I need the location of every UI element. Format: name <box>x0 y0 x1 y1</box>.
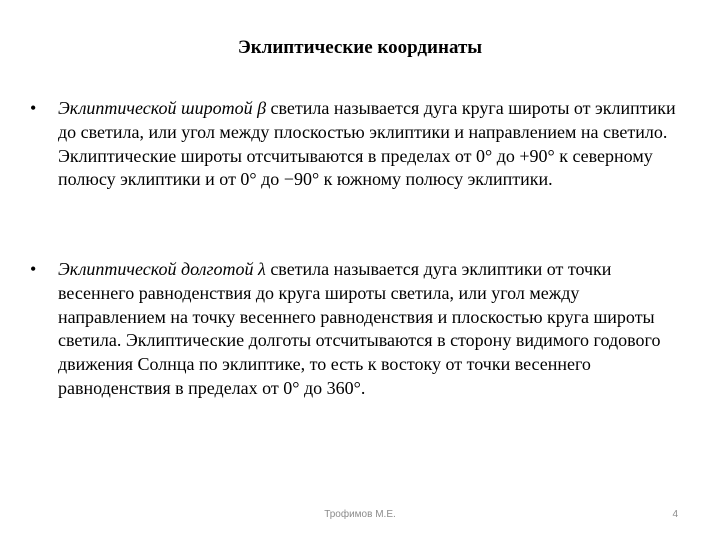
bullet-description: светила называется дуга круга широты от эклиптики до светила, или угол между плоскостью эклиптики и направлением на светило. Эклиптические широты отсчитываются в пределах от 0° до +90° к северному полюсу эклиптики и от 0° до −90° к южному полюсу эклиптики. <box>58 98 676 190</box>
bullet-ecliptic-latitude <box>30 97 680 192</box>
bullet-text <box>58 258 680 401</box>
bullet-text <box>58 97 680 192</box>
bullet-marker: • <box>30 98 37 118</box>
bullet-term: Эклиптической долготой λ <box>58 259 266 279</box>
footer-author: Трофимов М.Е. <box>324 509 396 520</box>
bullet-term: Эклиптической широтой β <box>58 98 267 118</box>
bullet-description: светила называется дуга эклиптики от точки весеннего равноденствия до круга широты светила, или угол между направлением на точку весеннего равноденствия и плоскостью круга широты светила. Эклиптические долготы отсчитываются в сторону видимого годового движения Солнца по эклиптике, то есть к востоку от точки весеннего равноденствия в пределах от 0° до 360°. <box>58 259 661 398</box>
bullet-marker: • <box>30 259 37 279</box>
page-number: 4 <box>672 509 678 520</box>
slide-title: Эклиптические координаты <box>237 37 483 58</box>
bullet-ecliptic-longitude <box>30 258 680 401</box>
